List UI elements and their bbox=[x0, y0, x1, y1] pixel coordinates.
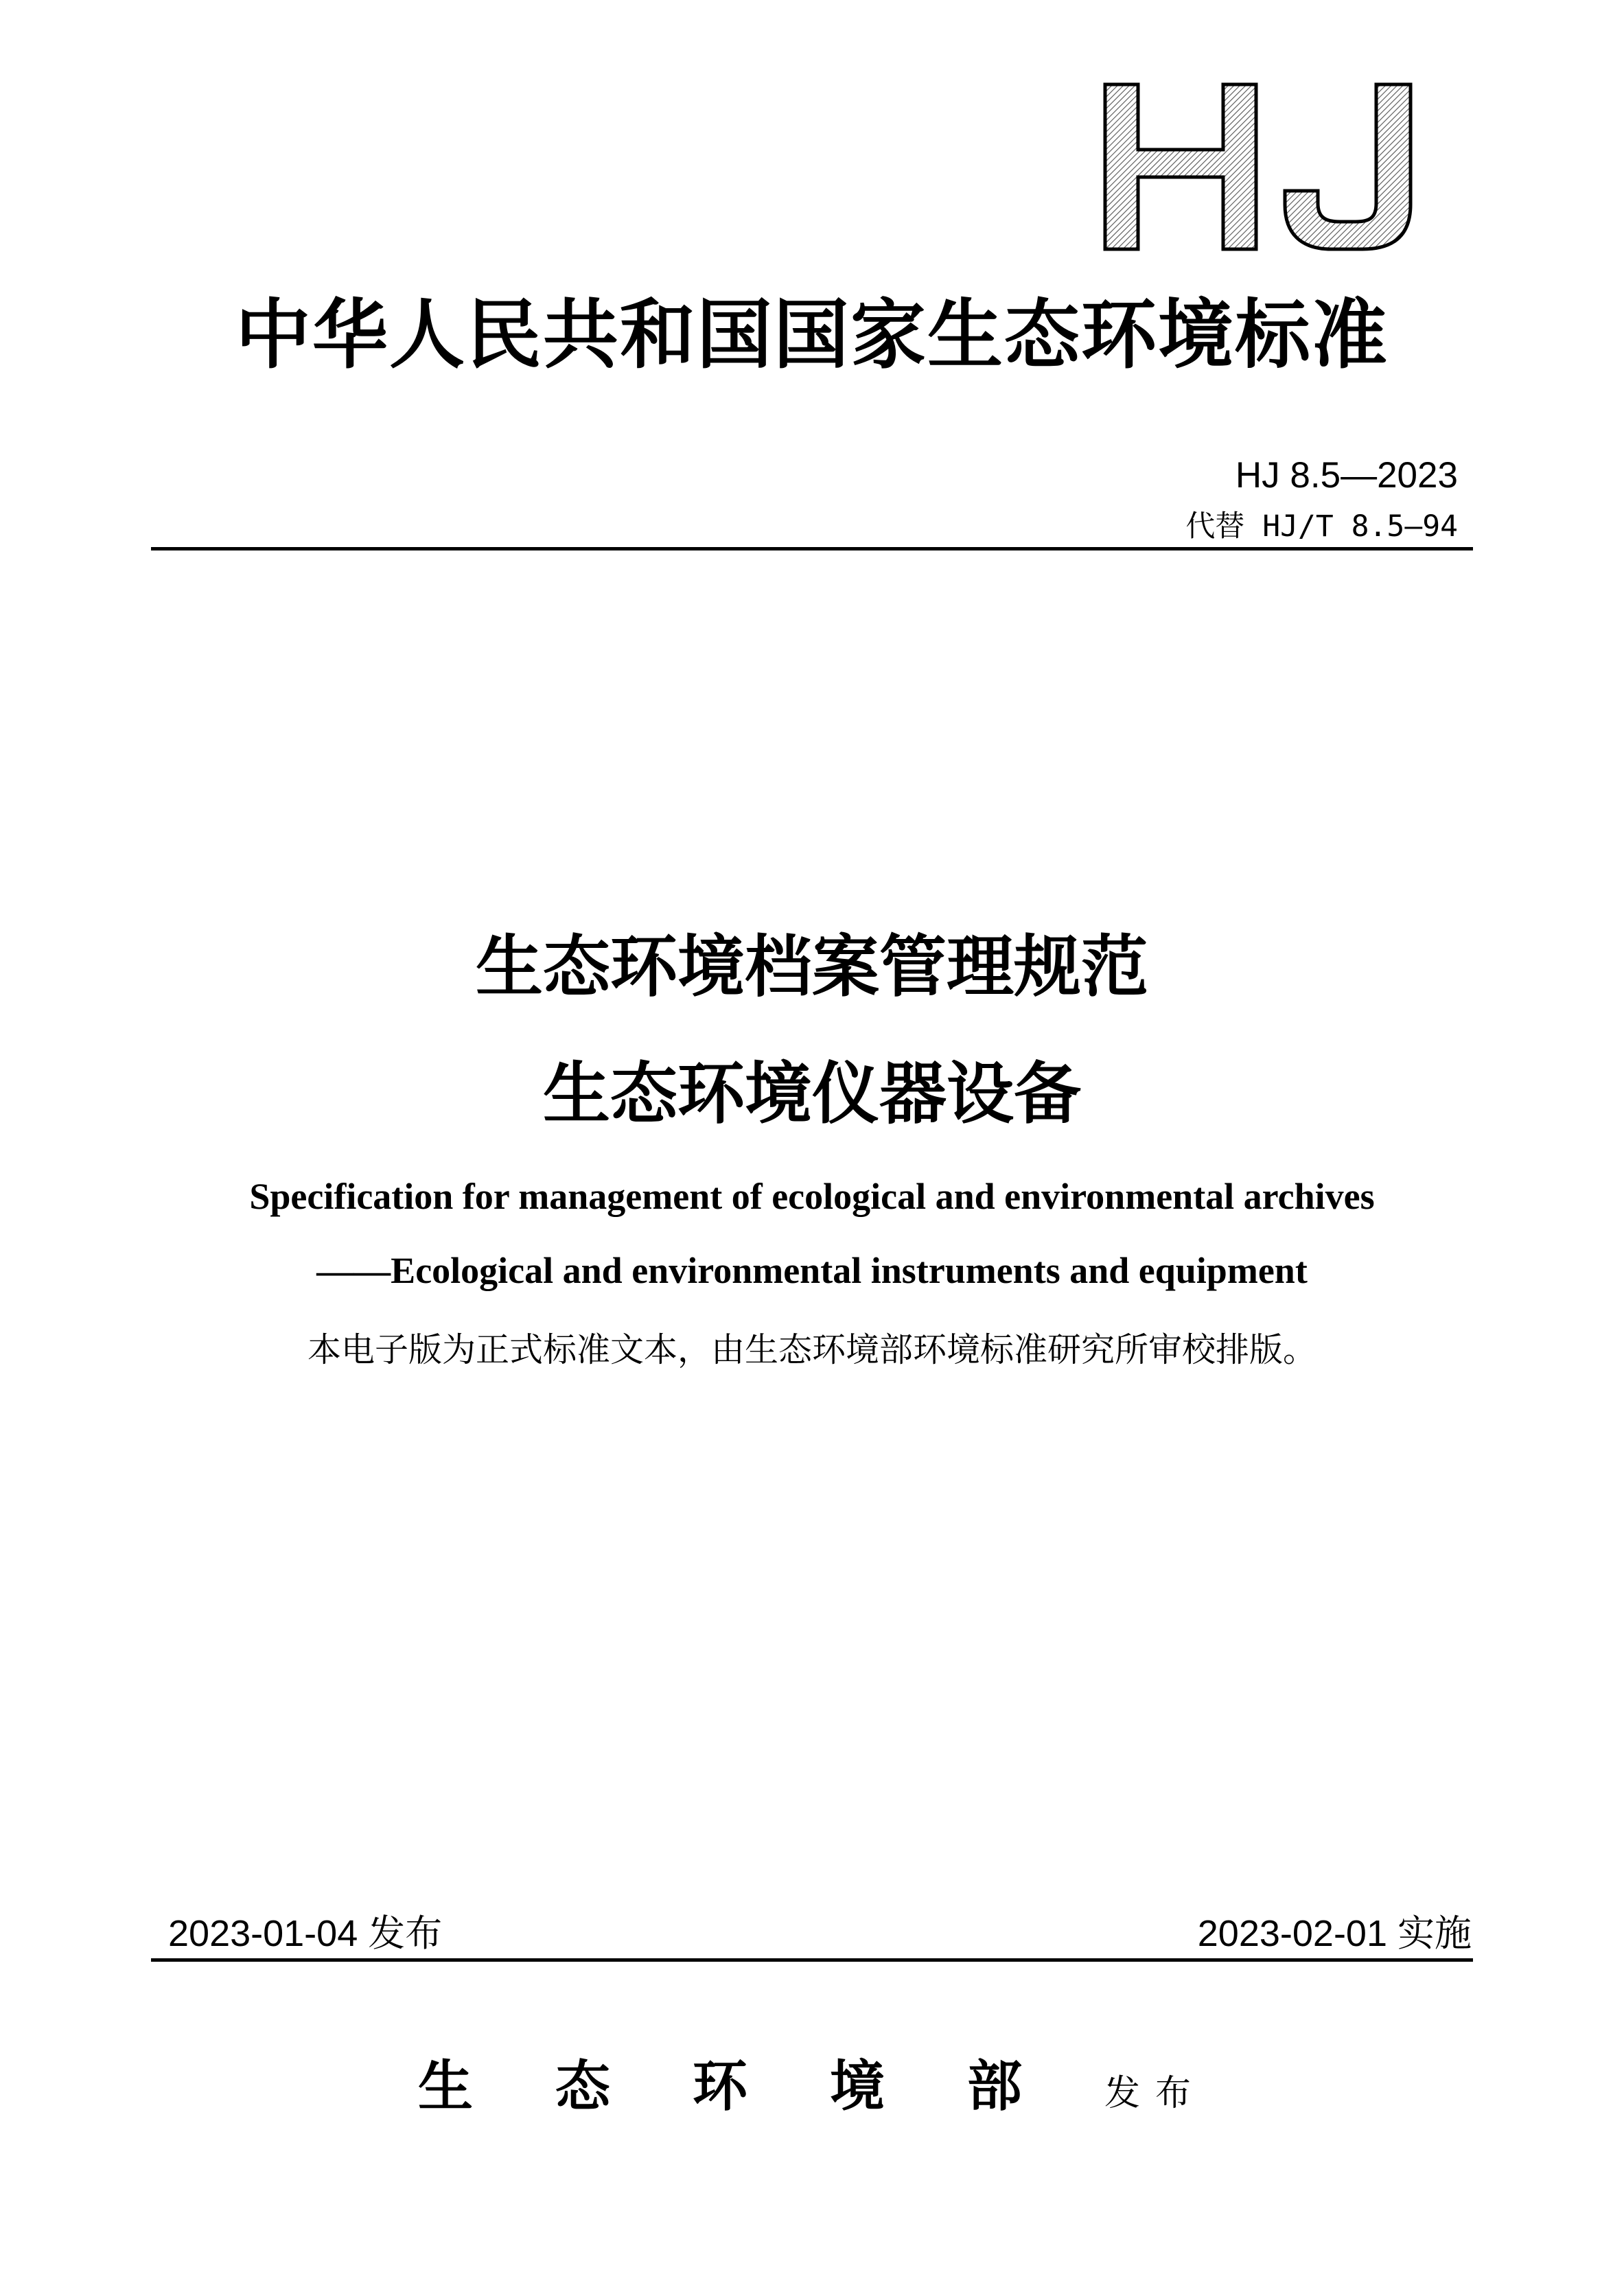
standard-code: HJ 8.5—2023 bbox=[1235, 455, 1458, 496]
english-title-sub: ——Ecological and environmental instruments and equipment bbox=[316, 1250, 1308, 1291]
release-date: 2023-01-04 发布 bbox=[168, 1913, 443, 1954]
footer-divider bbox=[151, 1958, 1473, 1962]
document-title-main: 生态环境档案管理规范 bbox=[475, 928, 1148, 1006]
implementation-date: 2023-02-01 实施 bbox=[1197, 1913, 1472, 1954]
header-divider bbox=[151, 547, 1473, 550]
issuer-line bbox=[0, 2042, 1624, 2121]
replaces-standard: 代替 HJ/T 8.5—94 bbox=[1185, 509, 1458, 544]
issuer-suffix: 发布 bbox=[1104, 2073, 1206, 2114]
hj-logo-icon bbox=[1098, 81, 1428, 253]
document-title-sub: 生态环境仪器设备 bbox=[542, 1055, 1081, 1133]
electronic-version-notice: 本电子版为正式标准文本，由生态环境部环境标准研究所审校排版。 bbox=[307, 1330, 1316, 1369]
english-title-main: Specification for management of ecological and environmental archives bbox=[249, 1176, 1375, 1217]
issuer-name: 生态环境部 bbox=[417, 2054, 1104, 2118]
national-standard-title: 中华人民共和国国家生态环境标准 bbox=[235, 290, 1389, 379]
